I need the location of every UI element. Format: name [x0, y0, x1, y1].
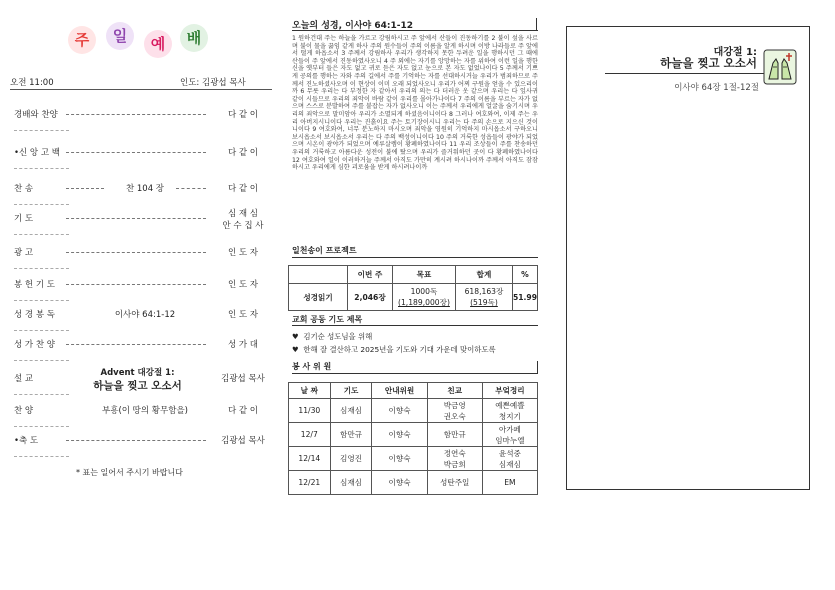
- sermon-title-block: [70, 366, 205, 393]
- committee-cell: 윤석중 심재심: [482, 447, 537, 471]
- order-item: 광 고: [14, 248, 34, 258]
- committee-cell: 12/7: [289, 423, 331, 447]
- order-person: 김광섭 목사: [221, 374, 265, 384]
- bible-reading-table: [288, 265, 538, 311]
- order-row: [10, 244, 272, 262]
- committee-cell: 예쁜예쁠 청지기: [482, 399, 537, 423]
- dash-leader: [66, 440, 206, 441]
- committee-cell: 이향숙: [372, 399, 427, 423]
- committee-cell: 성탄주일: [427, 471, 482, 495]
- prayer-rule: [292, 325, 538, 326]
- dash-leader: [66, 218, 206, 219]
- service-time: 오전 11:00: [10, 78, 54, 88]
- committee-header: 친교: [427, 383, 482, 399]
- committee-table: [288, 382, 538, 495]
- order-person: 인 도 자: [227, 280, 259, 290]
- bible-project-rule: [292, 257, 538, 258]
- order-underline: [14, 168, 69, 169]
- committee-cell: 함만규: [330, 423, 372, 447]
- bible-percent: 51.99: [512, 284, 537, 311]
- order-underline: [14, 330, 69, 331]
- dash-leader: [66, 152, 206, 153]
- order-person: 다 같 이: [227, 406, 259, 416]
- committee-header: 부엌정리: [482, 383, 537, 399]
- order-row: [10, 180, 272, 198]
- dash-leader: [66, 114, 206, 115]
- committee-header: 날 짜: [289, 383, 331, 399]
- praying-hands-icon: [763, 49, 797, 85]
- cover-subtitle: 대강절 1:: [713, 47, 757, 58]
- order-person-line: 심 재 심: [227, 209, 259, 219]
- order-row: [10, 306, 272, 324]
- committee-row: [289, 471, 538, 495]
- bible-col-blank: [289, 266, 348, 284]
- committee-cell: 이향숙: [372, 447, 427, 471]
- order-person: [214, 207, 272, 231]
- bible-col-total: 합계: [455, 266, 512, 284]
- bible-total-line1: 618,163장: [464, 287, 504, 296]
- order-row: [10, 402, 272, 420]
- dash-leader: [66, 284, 206, 285]
- scripture-heading: 오늘의 성경, 이사야 64:1-12: [292, 21, 414, 31]
- order-row: [10, 209, 272, 231]
- bible-col-thisweek: 이번 주: [347, 266, 392, 284]
- order-item: •축 도: [14, 436, 39, 446]
- order-person: 김광섭 목사: [221, 436, 265, 446]
- prayer-item: ♥ 김기순 성도님을 위해: [292, 332, 373, 341]
- order-item: 성 가 찬 양: [14, 340, 55, 350]
- cover-rule: [605, 73, 773, 74]
- order-underline: [14, 268, 69, 269]
- order-row: [10, 144, 272, 162]
- order-underline: [14, 360, 69, 361]
- bible-goal-line1: 1000독: [410, 287, 438, 296]
- sermon-subtitle: Advent 대강절 1:: [100, 368, 175, 378]
- bible-goal-line2: (1,189,000장): [398, 298, 450, 307]
- order-underline: [14, 426, 69, 427]
- order-row: [10, 336, 272, 354]
- order-item: 기 도: [14, 214, 34, 224]
- heart-icon: ♥: [292, 345, 299, 354]
- bible-goal: [392, 284, 455, 311]
- committee-bracket: [537, 361, 538, 373]
- committee-cell: 심재심: [330, 399, 372, 423]
- order-detail: 찬 104 장: [125, 184, 165, 194]
- order-item: 찬 양: [14, 406, 34, 416]
- worship-title: [0, 22, 270, 62]
- cover-title: 하늘을 찢고 오소서: [660, 56, 757, 70]
- committee-row: [289, 447, 538, 471]
- bible-row-label: 성경읽기: [289, 284, 348, 311]
- title-char-1: 주: [68, 26, 96, 54]
- scripture-text: 1 원하건대 주는 하늘을 가르고 강림하시고 주 앞에서 산들이 진동하기를 2 불이 섶을 사르며 불이 물을 끓임 같게 하사 주의 원수들이 주의 이름을 알게 하시며 이방 나라들로 주 앞에서 떨게 하옵소서 3 주께서 강림하사 우리가 생각하지 못한 두려운 일을 행하시던 그 때에 산들이 주 앞에서 진동하였사오니 4 주 외에는 자기를 앙망하는 자를 위하여 이런 일을 행한 신을 옛부터 들은 자도 없고 귀로 듣은 자도 없고 눈으로 본 자도 없었나이다 5 주께서 기쁘게 공의를 행하는 자와 주의 길에서 주를 기억하는 자를 선대하시거늘 우리가 범죄하므로 주께서 진노하셨사오며 이 현상이 이미 오래 되었사오니 우리가 어찌 구원을 얻을 수 있으리이까 6 무릇 우리는 다 부정한 자 같아서 우리의 의는 다 더러운 옷 같으며 우리는 다 잎사귀 같이 시들므로 우리의 죄악이 바람 같이 우리를 몰아가나이다 7 주의 이름을 부르는 자가 없으며 스스로 분발하여 주를 붙잡는 자가 없사오니 이는 주께서 우리에게 얼굴을 숨기시며 우리의 죄악으로 말미암아 우리가 소멸되게 하셨음이니이다 8 그러나 여호와여, 이제 주는 우리 아버지시니이다 우리는 진흙이요 주는 토기장이시니 우리는 다 주의 손으로 지으신 것이니이다 9 여호와여, 너무 분노하지 마시오며 죄악을 영원히 기억하지 마시옵소서 구하오니 보시옵소서 보시옵소서 우리는 다 주의 백성이니이다 10 주의 거룩한 성읍들이 광야가 되었으며 시온이 광야가 되었으며 예루살렘이 황폐하였나이다 11 우리 조상들이 주를 찬송하던 우리의 거룩하고 아름다운 성전이 불에 탔으며 우리가 즐거워하던 곳이 다 황폐하였나이다 12 여호와여 일이 이러하거늘 주께서 아직도 가만히 계시려 하시나이까 주께서 아직도 잠잠하시고 우리에게 심한 괴로움을 받게 하시려나이까: [292, 35, 538, 172]
- committee-header: 안내위원: [372, 383, 427, 399]
- dash-leader: [66, 252, 206, 253]
- order-row: [10, 432, 272, 450]
- order-person: 다 같 이: [227, 148, 259, 158]
- order-person: 다 같 이: [227, 184, 259, 194]
- committee-cell: 아가페 임마누엘: [482, 423, 537, 447]
- committee-cell: EM: [482, 471, 537, 495]
- bible-col-percent: %: [512, 266, 537, 284]
- heart-icon: ♥: [292, 332, 299, 341]
- committee-cell: 정연숙 박금희: [427, 447, 482, 471]
- order-underline: [14, 130, 69, 131]
- scripture-heading-rule: [292, 30, 538, 31]
- committee-cell: 심재심: [330, 471, 372, 495]
- title-char-4: 배: [180, 24, 208, 52]
- committee-cell: 11/30: [289, 399, 331, 423]
- standing-note: * 표는 일어서 주시기 바랍니다: [76, 468, 183, 477]
- committee-cell: 김영진: [330, 447, 372, 471]
- prayer-title: 교회 공동 기도 제목: [292, 315, 363, 324]
- bible-col-goal: 목표: [392, 266, 455, 284]
- dash-leader: [66, 344, 206, 345]
- committee-cell: 이향숙: [372, 471, 427, 495]
- committee-cell: 박금영 권오숙: [427, 399, 482, 423]
- committee-rule: [292, 373, 538, 374]
- order-underline: [14, 234, 69, 235]
- order-item: 설 교: [14, 374, 34, 384]
- cover-reference: 이사야 64장 1절-12절: [674, 83, 759, 93]
- order-detail: 이사야 64:1-12: [114, 310, 176, 320]
- prayer-item: ♥ 한해 잘 결산하고 2025년을 기도와 기대 가운데 맞이하도록: [292, 345, 496, 354]
- cover-panel: [566, 26, 810, 490]
- order-person: 성 가 대: [227, 340, 259, 350]
- title-char-3: 예: [144, 30, 172, 58]
- prayer-list: [292, 330, 538, 356]
- order-item: 찬 송: [14, 184, 34, 194]
- order-item: 성 경 봉 독: [14, 310, 55, 320]
- order-underline: [14, 300, 69, 301]
- order-person: 인 도 자: [227, 310, 259, 320]
- bible-this-week: 2,046장: [347, 284, 392, 311]
- dash-leader: [176, 188, 206, 189]
- bible-project-title: 일천송이 프로젝트: [292, 246, 357, 255]
- committee-header: 기도: [330, 383, 372, 399]
- bible-total: [455, 284, 512, 311]
- committee-cell: 12/14: [289, 447, 331, 471]
- order-person: 다 같 이: [227, 110, 259, 120]
- order-underline: [14, 204, 69, 205]
- order-item: 봉 헌 기 도: [14, 280, 55, 290]
- sermon-title: 하늘을 찢고 오소서: [93, 380, 182, 392]
- committee-cell: 이향숙: [372, 423, 427, 447]
- order-item: 경배와 찬양: [14, 110, 58, 120]
- header-divider: [10, 89, 272, 90]
- committee-title: 봉 사 위 원: [292, 362, 332, 371]
- order-underline: [14, 456, 69, 457]
- service-leader: 인도: 김광섭 목사: [180, 78, 246, 88]
- order-detail: 부흥(이 땅의 황무함을): [102, 406, 188, 416]
- order-row: [10, 276, 272, 294]
- order-row: [10, 106, 272, 124]
- order-item: •신 앙 고 백: [14, 148, 60, 158]
- committee-cell: 12/21: [289, 471, 331, 495]
- title-char-2: 일: [106, 22, 134, 50]
- bible-total-line2: (519독): [470, 298, 498, 307]
- order-person: 인 도 자: [227, 248, 259, 258]
- committee-row: [289, 423, 538, 447]
- scripture-heading-bracket: [536, 18, 537, 30]
- order-underline: [14, 394, 69, 395]
- order-person-line: 안 수 집 사: [222, 221, 264, 231]
- committee-cell: 함만규: [427, 423, 482, 447]
- committee-row: [289, 399, 538, 423]
